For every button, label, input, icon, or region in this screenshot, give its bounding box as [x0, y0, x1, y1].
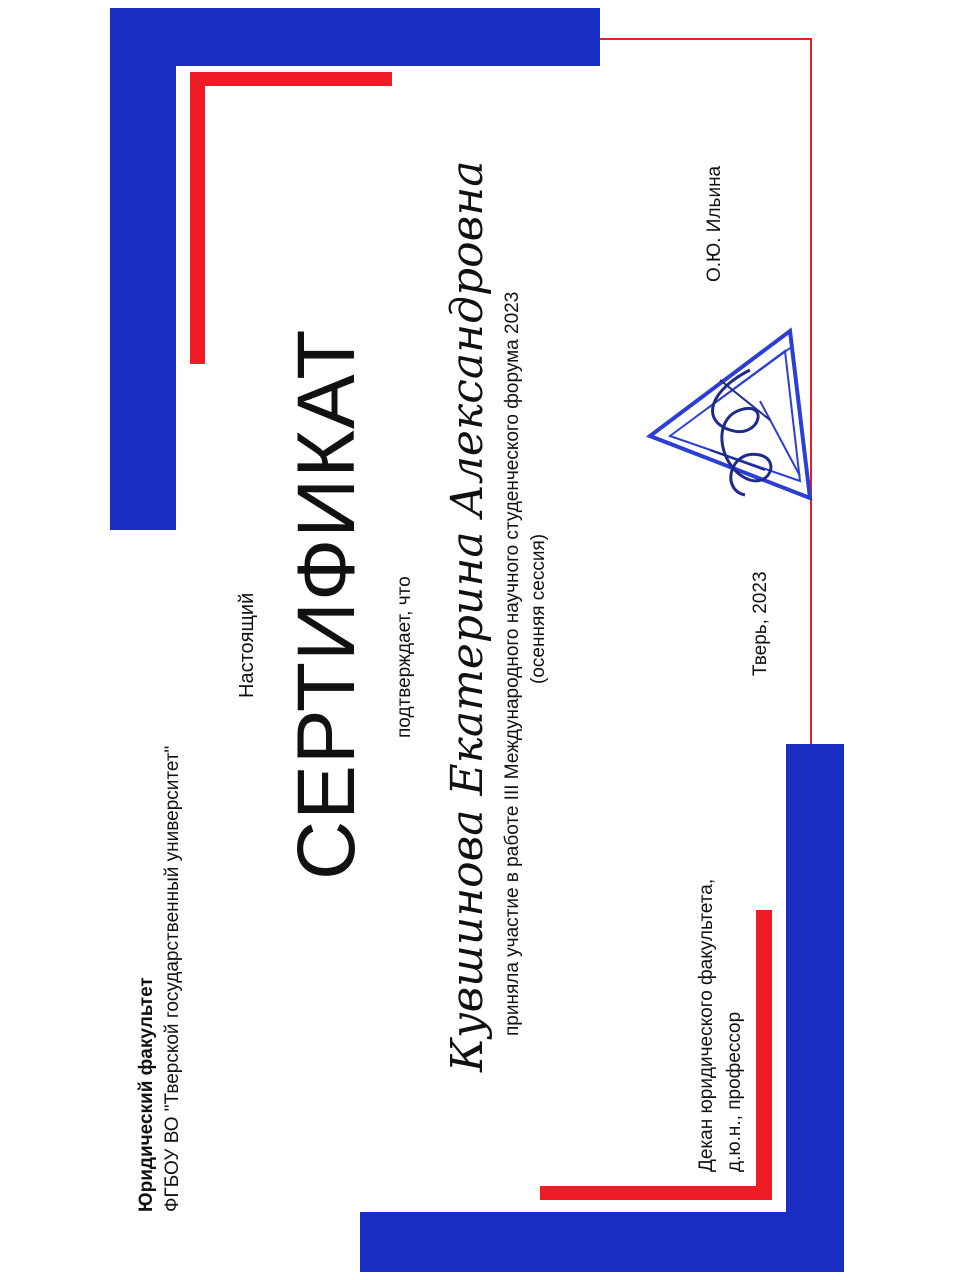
frame-red-right-inner: [756, 910, 772, 1200]
frame-red-top-inner: [190, 72, 392, 86]
certificate-intro: Настоящий: [236, 592, 258, 698]
frame-blue-top: [110, 8, 600, 66]
frame-red-left-inner: [190, 72, 205, 364]
header-university: ФГБОУ ВО "Тверской государственный университет": [162, 745, 183, 1212]
frame-blue-bottom: [360, 1212, 844, 1272]
participation-text: приняла участие в работе III Международного научного студенческого форума 2023: [502, 291, 523, 1036]
recipient-name: Кувшинова Екатерина Александровна: [442, 160, 493, 1072]
certificate-confirms: подтверждает, что: [394, 576, 415, 738]
city-year: Тверь, 2023: [750, 571, 771, 676]
signature-icon: [690, 360, 790, 500]
session-text: (осенняя сессия): [528, 533, 549, 684]
dean-title-line2: д.ю.н., профессор: [724, 1011, 745, 1172]
dean-name: О.Ю. Ильина: [704, 165, 725, 282]
frame-blue-left: [110, 8, 176, 530]
dean-title-line1: Декан юридического факультета,: [696, 878, 717, 1172]
header-faculty: Юридический факультет: [136, 977, 157, 1212]
frame-red-thin-top: [600, 38, 812, 40]
certificate-title: СЕРТИФИКАТ: [281, 328, 372, 880]
frame-blue-right: [786, 744, 844, 1272]
frame-red-bottom-inner: [540, 1186, 772, 1200]
